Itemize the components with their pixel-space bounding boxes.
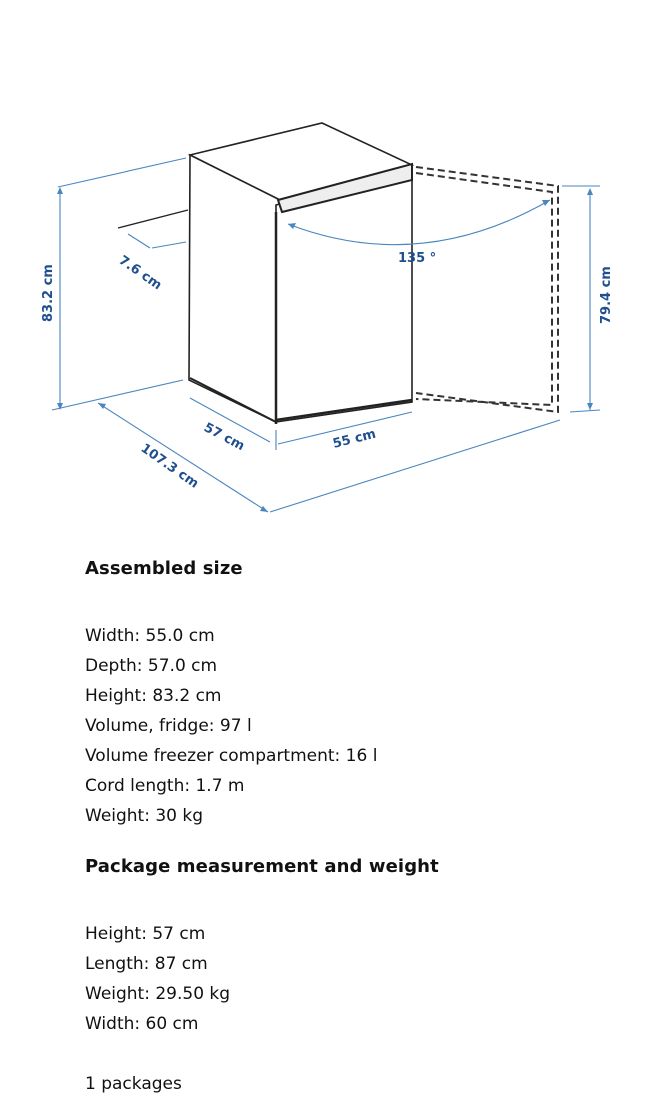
spec-cord-length: Cord length: 1.7 m: [85, 776, 245, 796]
label-depth: 57 cm: [201, 420, 247, 455]
spec-weight: Weight: 30 kg: [85, 806, 204, 826]
package-list: [85, 919, 439, 1039]
label-door-angle: 135 °: [398, 251, 437, 266]
package-width: Width: 60 cm: [85, 1014, 199, 1034]
assembled-size-heading: Assembled size: [85, 558, 243, 579]
open-door-outline: [416, 167, 558, 412]
spec-volume-fridge: Volume, fridge: 97 l: [85, 716, 252, 736]
package-height: Height: 57 cm: [85, 924, 206, 944]
label-total-height: 83.2 cm: [41, 264, 56, 322]
package-heading: Package measurement and weight: [85, 856, 439, 877]
spec-depth: Depth: 57.0 cm: [85, 656, 218, 676]
fridge-dimension-diagram: [0, 0, 648, 540]
package-count-list: [85, 1069, 439, 1099]
spec-height: Height: 83.2 cm: [85, 686, 222, 706]
label-open-depth: 107.3 cm: [137, 440, 202, 492]
label-door-height: 79.4 cm: [599, 266, 614, 324]
package-count: 1 packages: [85, 1074, 182, 1094]
assembled-size-section: [85, 558, 377, 831]
package-length: Length: 87 cm: [85, 954, 208, 974]
assembled-size-list: [85, 621, 377, 831]
package-weight: Weight: 29.50 kg: [85, 984, 231, 1004]
fridge-outline: [189, 123, 412, 424]
package-section: [85, 856, 439, 1099]
label-gap-depth: 7.6 cm: [115, 252, 165, 294]
label-width: 55 cm: [331, 426, 378, 452]
spec-width: Width: 55.0 cm: [85, 626, 215, 646]
spec-volume-freezer: Volume freezer compartment: 16 l: [85, 746, 378, 766]
